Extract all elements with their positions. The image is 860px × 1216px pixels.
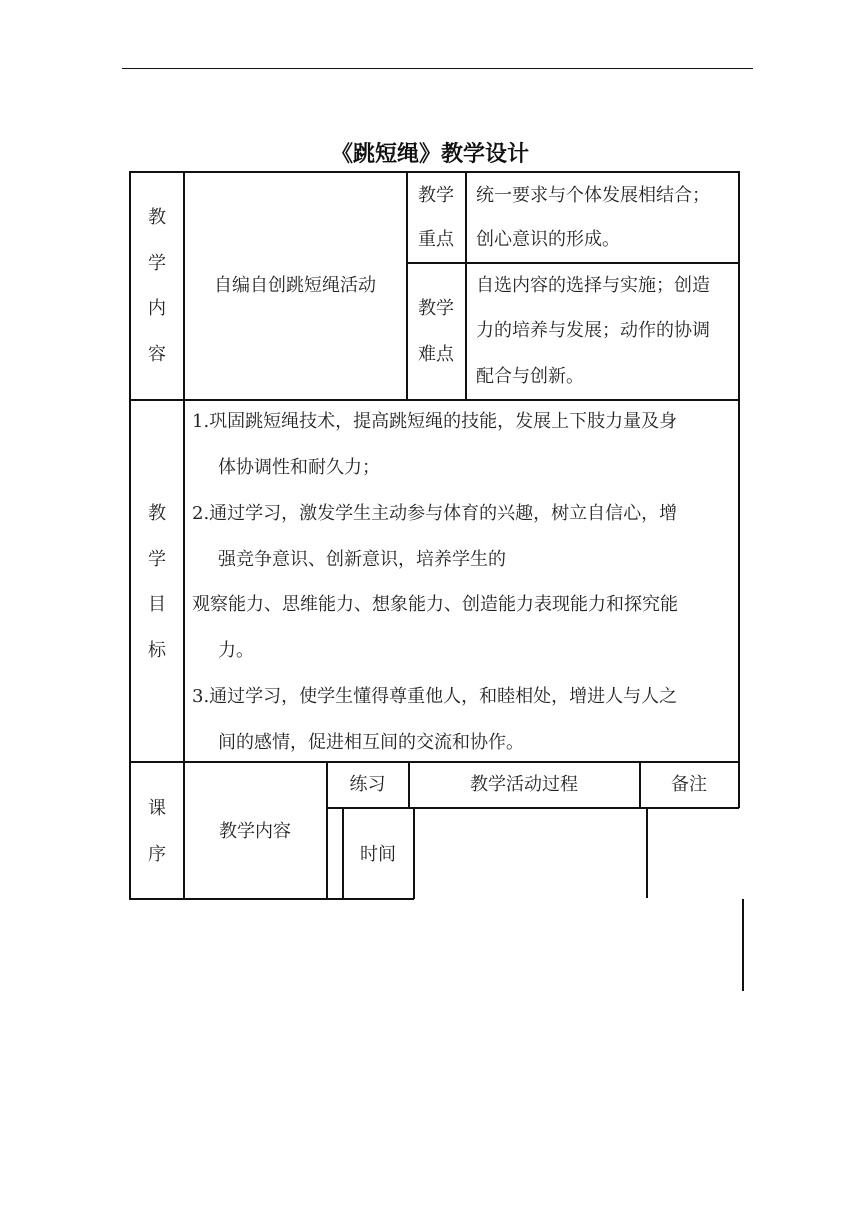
key-points-line: 创心意识的形成。 [476, 229, 620, 250]
page-title: 《跳短绳》教学设计 [330, 142, 529, 167]
table-border-top [129, 171, 739, 173]
table-border-bottom [129, 898, 414, 900]
notes-column-lower [646, 807, 648, 898]
sub-label-column-divider [465, 171, 467, 400]
header-row-bottom [326, 807, 739, 809]
objectives-label-char: 目 [148, 594, 166, 615]
objective-line: 观察能力、思维能力、想象能力、创造能力表现能力和探究能 [192, 594, 678, 615]
time-header: 时间 [360, 844, 396, 865]
notes-header: 备注 [671, 774, 707, 795]
key-points-divider [407, 262, 739, 264]
lesson-order-label-char: 序 [148, 844, 166, 865]
difficulties-line: 力的培养与发展；动作的协调 [476, 320, 710, 341]
lesson-order-label-char: 课 [148, 798, 166, 819]
objectives-label-char: 教 [148, 503, 166, 524]
difficulties-line: 配合与创新。 [476, 366, 584, 387]
key-points-label-line: 重点 [418, 229, 454, 250]
content-label-char: 容 [148, 344, 166, 365]
objective-line: 力。 [218, 640, 254, 661]
key-points-line: 统一要求与个体发展相结合； [476, 185, 710, 206]
objective-line: 体协调性和耐久力； [218, 457, 380, 478]
difficulties-label-line: 教学 [418, 298, 454, 319]
objective-line: 强竞争意识、创新意识，培养学生的 [218, 549, 506, 570]
content-label-char: 学 [148, 253, 166, 274]
content-label-char: 教 [148, 207, 166, 228]
objective-line: 间的感情，促进相互间的交流和协作。 [218, 732, 524, 753]
objective-line: 1.巩固跳短绳技术，提高跳短绳的技能，发展上下肢力量及身 [192, 411, 678, 432]
section-divider-1 [129, 399, 739, 401]
difficulties-line: 自选内容的选择与实施；创造 [476, 275, 710, 296]
key-points-label-line: 教学 [418, 185, 454, 206]
table-border-right [738, 171, 740, 808]
process-header: 教学活动过程 [470, 774, 578, 795]
table-border-left [129, 171, 131, 899]
header-rule [122, 68, 753, 69]
content-column-divider [406, 171, 408, 400]
objective-line: 3.通过学习，使学生懂得尊重他人，和睦相处，增进人与人之 [192, 686, 678, 707]
objectives-label-char: 标 [148, 640, 166, 661]
stray-right-line [742, 899, 744, 991]
content-value: 自编自创跳短绳活动 [214, 275, 376, 296]
objectives-label-char: 学 [148, 549, 166, 570]
section-divider-2 [129, 761, 739, 763]
practice-header: 练习 [349, 774, 386, 795]
time-column-right [413, 807, 415, 899]
objective-line: 2.通过学习，激发学生主动参与体育的兴趣，树立自信心，增 [192, 503, 678, 524]
content-label-char: 内 [148, 298, 166, 319]
teaching-content-header: 教学内容 [219, 821, 291, 842]
difficulties-label-line: 难点 [418, 344, 454, 365]
